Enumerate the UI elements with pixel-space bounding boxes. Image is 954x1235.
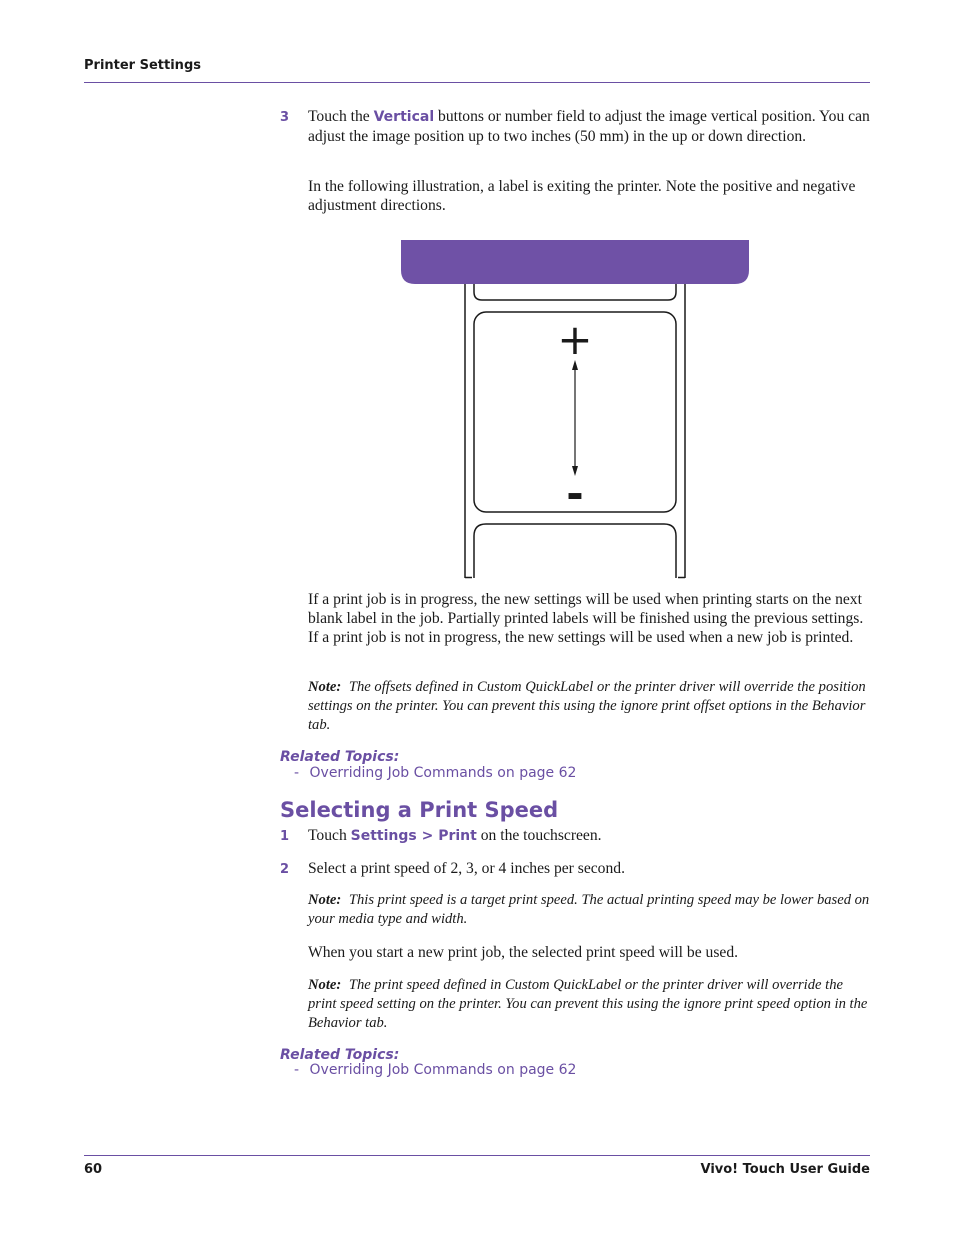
related-topics-item <box>294 1062 576 1078</box>
step-3-text <box>308 107 870 146</box>
step-number: 2 <box>280 862 290 877</box>
step-3-text-before: Touch the <box>308 108 374 125</box>
note-text: The offsets defined in Custom QuickLabel or the printer driver will override the position settings on the printer. You can prevent this using the ignore print offset options in the Behavior tab. <box>308 679 866 733</box>
footer-rule <box>84 1155 870 1156</box>
overriding-job-commands-link[interactable]: Overriding Job Commands on page 62 <box>309 765 577 781</box>
new-job-paragraph: When you start a new print job, the selected print speed will be used. <box>308 944 739 961</box>
overriding-job-commands-link[interactable]: Overriding Job Commands on page 62 <box>309 1062 577 1078</box>
settings-print-term: Settings > Print <box>350 828 477 844</box>
bottom-partial-label <box>474 524 676 578</box>
illustration-paragraph: In the following illustration, a label is exiting the printer. Note the positive and negative adjustment directions. <box>308 178 856 214</box>
note-speed-target <box>308 891 870 929</box>
guide-title: Vivo! Touch User Guide <box>700 1162 870 1177</box>
top-partial-label <box>474 282 676 300</box>
bullet-dash: - <box>294 1062 300 1078</box>
running-header: Printer Settings <box>84 58 201 73</box>
progress-paragraph: If a print job is in progress, the new settings will be used when printing starts on the next blank label in the job. Partially printed labels will be finished using the previous settings. If a print job is not in progress, the new settings will be used when a new job is printed. <box>308 591 864 646</box>
section-heading: Selecting a Print Speed <box>280 798 559 822</box>
speed-step-1-before: Touch <box>308 827 351 844</box>
step-number: 1 <box>280 829 290 844</box>
related-topics-item <box>294 765 576 781</box>
related-topics-heading: Related Topics: <box>280 1047 400 1063</box>
step-3-text-after: buttons or number field to adjust the image vertical position. You can adjust the image position up to two inches (50 mm) in the up or down direction. <box>308 108 870 145</box>
vertical-term: Vertical <box>373 109 435 125</box>
note-label: Note: <box>308 977 342 993</box>
header-rule <box>84 82 870 83</box>
note-label: Note: <box>308 892 342 908</box>
speed-step-1-text <box>308 826 870 846</box>
note-text: This print speed is a target print speed. The actual printing speed may be lower based on your media type and width. <box>308 892 870 927</box>
printer-band <box>401 240 749 284</box>
step-number: 3 <box>280 110 290 125</box>
speed-step-1-after: on the touchscreen. <box>476 827 602 844</box>
bullet-dash: - <box>294 765 300 781</box>
plus-sign: + <box>557 315 593 364</box>
note-offsets <box>308 678 870 735</box>
speed-step-2-text: Select a print speed of 2, 3, or 4 inches per second. <box>308 860 625 877</box>
note-label: Note: <box>308 679 342 695</box>
related-topics-heading: Related Topics: <box>280 749 400 765</box>
note-speed-override <box>308 976 870 1033</box>
minus-sign: - <box>566 469 584 518</box>
note-text: The print speed defined in Custom QuickLabel or the printer driver will override the print speed setting on the printer. You can prevent this using the ignore print speed option in the Behavior tab. <box>308 977 868 1031</box>
page-number: 60 <box>84 1162 103 1177</box>
label-adjustment-figure <box>398 238 753 580</box>
